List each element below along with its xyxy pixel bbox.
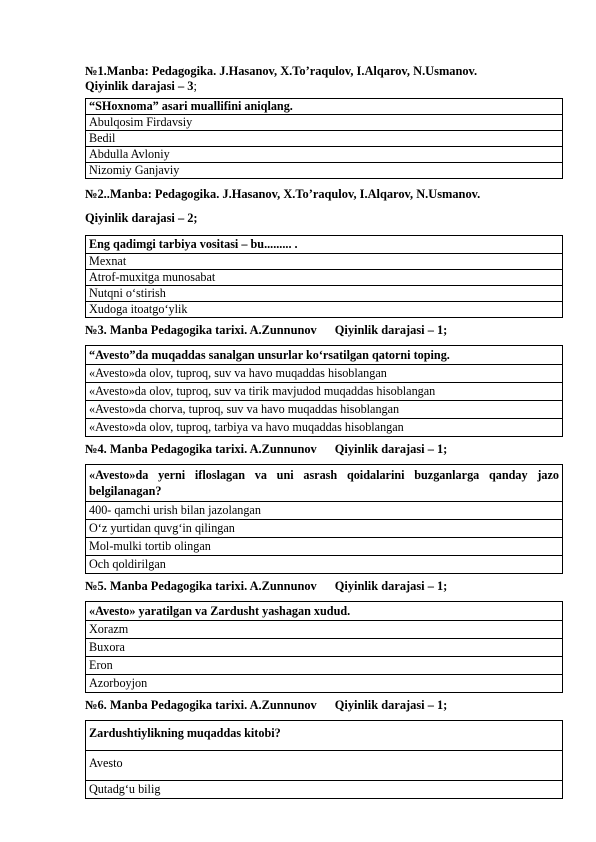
question-3-option-3: «Avesto»da chorva, tuproq, suv va havo muqaddas hisoblangan: [86, 401, 563, 419]
question-row: [86, 236, 563, 254]
question-6-option-2: Qutadg‘u bilig: [86, 781, 563, 799]
question-2-option-2: Atrof-muxitga munosabat: [86, 270, 563, 286]
question-4-option-1: 400- qamchi urish bilan jazolangan: [86, 502, 563, 520]
option-row: [86, 147, 563, 163]
option-row: [86, 286, 563, 302]
question-6-difficulty: Qiyinlik darajasi – 1;: [334, 698, 448, 712]
option-row: [86, 621, 563, 639]
question-3-source: №3. Manba Pedagogika tarixi. A.Zunnunov: [85, 323, 317, 337]
option-row: [86, 538, 563, 556]
question-3-table: [85, 345, 563, 437]
question-6-text: Zardushtiylikning muqaddas kitobi?: [86, 721, 563, 751]
question-2-option-1: Mexnat: [86, 254, 563, 270]
question-4-option-3: Mol-mulki tortib olingan: [86, 538, 563, 556]
question-5-table: [85, 601, 563, 693]
question-4-option-4: Och qoldirilgan: [86, 556, 563, 574]
question-6-heading: [85, 698, 563, 713]
question-4-text: «Avesto»da yerni ifloslagan va uni asrash qoidalarini buzganlarga qanday jazo belgilanagan?: [86, 465, 563, 502]
question-5-option-2: Buxora: [86, 639, 563, 657]
question-1-source: №1.Manba: Pedagogika. J.Hasanov, X.To’raqulov, I.Alqarov, N.Usmanov.: [85, 64, 478, 78]
question-5-option-3: Eron: [86, 657, 563, 675]
question-row: [86, 99, 563, 115]
question-1-difficulty-suffix: ;: [193, 79, 197, 93]
question-row: [86, 346, 563, 365]
question-1-option-4: Nizomiy Ganjaviy: [86, 163, 563, 179]
question-2-option-3: Nutqni o‘stirish: [86, 286, 563, 302]
question-row: [86, 602, 563, 621]
question-5-option-1: Xorazm: [86, 621, 563, 639]
option-row: [86, 675, 563, 693]
option-row: [86, 657, 563, 675]
option-row: [86, 520, 563, 538]
question-3-option-1: «Avesto»da olov, tuproq, suv va havo muqaddas hisoblangan: [86, 365, 563, 383]
question-5-heading: [85, 579, 563, 594]
question-4-option-2: O‘z yurtidan quvg‘in qilingan: [86, 520, 563, 538]
question-5-text: «Avesto» yaratilgan va Zardusht yashagan xudud.: [86, 602, 563, 621]
question-2-source: №2..Manba: Pedagogika. J.Hasanov, X.To’raqulov, I.Alqarov, N.Usmanov.: [85, 187, 481, 201]
question-4-heading: [85, 442, 563, 457]
question-row: [86, 465, 563, 502]
question-2-text: Eng qadimgi tarbiya vositasi – bu......... .: [86, 236, 563, 254]
question-4-difficulty: Qiyinlik darajasi – 1;: [334, 442, 448, 456]
question-5-difficulty: Qiyinlik darajasi – 1;: [334, 579, 448, 593]
question-6-source: №6. Manba Pedagogika tarixi. A.Zunnunov: [85, 698, 317, 712]
option-row: [86, 365, 563, 383]
question-1-difficulty-line: [85, 79, 563, 94]
option-row: [86, 556, 563, 574]
option-row: [86, 131, 563, 147]
question-1-table: [85, 98, 563, 179]
question-5-source: №5. Manba Pedagogika tarixi. A.Zunnunov: [85, 579, 317, 593]
question-4-table: [85, 464, 563, 574]
option-row: [86, 254, 563, 270]
question-row: [86, 721, 563, 751]
option-row: [86, 419, 563, 437]
question-5-option-4: Azorboyjon: [86, 675, 563, 693]
document-page: [85, 64, 563, 799]
option-row: [86, 270, 563, 286]
question-3-heading: [85, 323, 563, 338]
question-1-option-1: Abulqosim Firdavsiy: [86, 115, 563, 131]
question-2-option-4: Xudoga itoatgo‘ylik: [86, 302, 563, 318]
question-2-difficulty: Qiyinlik darajasi – 2;: [85, 211, 198, 225]
question-4-source: №4. Manba Pedagogika tarixi. A.Zunnunov: [85, 442, 317, 456]
question-3-option-4: «Avesto»da olov, tuproq, tarbiya va havo muqaddas hisoblangan: [86, 419, 563, 437]
question-3-difficulty: Qiyinlik darajasi – 1;: [334, 323, 448, 337]
question-1-text: “SHoxnoma” asari muallifini aniqlang.: [86, 99, 563, 115]
option-row: [86, 401, 563, 419]
option-row: [86, 781, 563, 799]
question-1-option-2: Bedil: [86, 131, 563, 147]
option-row: [86, 502, 563, 520]
option-row: [86, 163, 563, 179]
question-1-option-3: Abdulla Avloniy: [86, 147, 563, 163]
option-row: [86, 383, 563, 401]
option-row: [86, 302, 563, 318]
option-row: [86, 639, 563, 657]
question-6-option-1: Avesto: [86, 751, 563, 781]
option-row: [86, 751, 563, 781]
question-3-option-2: «Avesto»da olov, tuproq, suv va tirik mavjudod muqaddas hisoblangan: [86, 383, 563, 401]
question-6-table: [85, 720, 563, 799]
question-2-table: [85, 235, 563, 318]
option-row: [86, 115, 563, 131]
question-3-text: “Avesto”da muqaddas sanalgan unsurlar ko‘rsatilgan qatorni toping.: [86, 346, 563, 365]
question-1-difficulty: Qiyinlik darajasi – 3: [85, 79, 194, 93]
